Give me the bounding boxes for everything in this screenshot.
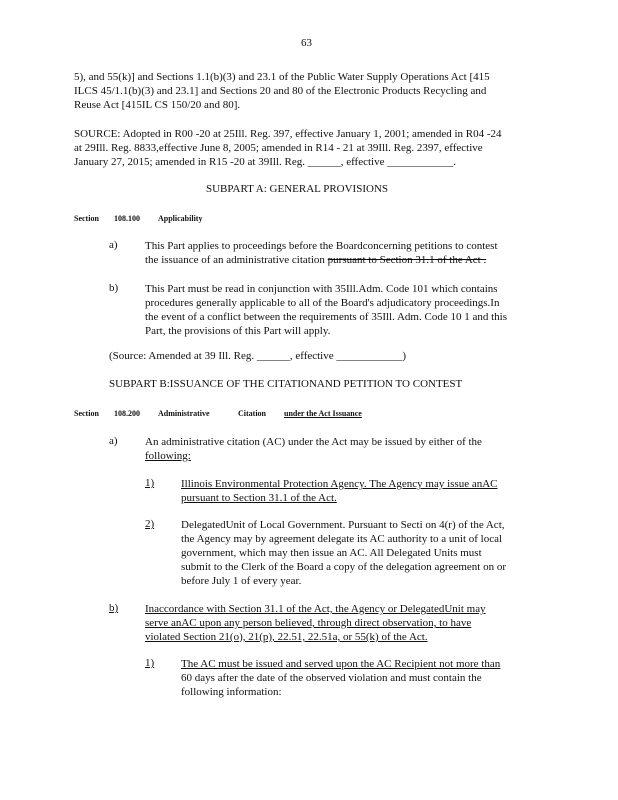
text-line: DelegatedUnit of Local Government. Pursuant to Secti on 4(r) of the Act, [181, 519, 505, 531]
section-100-a-label: a) [109, 239, 118, 251]
section-200-a1-label: 1) [145, 477, 155, 489]
section-200-a1-text [181, 477, 536, 505]
text-line: before July 1 of every year. [181, 575, 302, 587]
section-200-b-label: b) [109, 602, 119, 614]
section-200-a2-text [181, 518, 536, 588]
intro-line: Reuse Act [415IL CS 150/20 and 80]. [74, 99, 241, 111]
source-line: SOURCE: Adopted in R00 -20 at 25Ill. Reg. 397, effective January 1, 2001; amended in R04 -24 [74, 128, 502, 140]
text-line: the Agency may by agreement delegate its AC authority to a unit of local [181, 533, 503, 545]
text-line [145, 449, 535, 463]
inserted-text: following: [145, 450, 191, 462]
text-line: Inaccordance with Section 31.1 of the Act, the Agency or DelegatedUnit may [145, 603, 486, 615]
page-number: 63 [301, 37, 312, 49]
section-100-title: Applicability [158, 214, 203, 223]
text-line: violated Section 21(o), 21(p), 22.51, 22.51a, or 55(k) of the Act. [145, 631, 428, 643]
text-line: submit to the Clerk of the Board a copy of the delegation agreement on or [181, 561, 507, 573]
section-200-b1-text [181, 657, 536, 699]
section-200-a-label: a) [109, 435, 118, 447]
text-line [145, 253, 535, 267]
subpart-b-heading: SUBPART B:ISSUANCE OF THE CITATIONAND PETITION TO CONTEST [109, 378, 463, 390]
section-200-title-2: Citation [238, 409, 266, 418]
intro-paragraph [74, 70, 524, 112]
source-note: (Source: Amended at 39 Ill. Reg. ______, effective ____________) [109, 350, 407, 362]
text-line: An administrative citation (AC) under the Act may be issued by either of the [145, 436, 482, 448]
section-200-b-text [145, 602, 535, 644]
subpart-a-heading: SUBPART A: GENERAL PROVISIONS [206, 183, 388, 195]
source-line: January 27, 2015; amended in R15 -20 at 39Ill. Reg. ______, effective ____________. [74, 156, 456, 168]
section-200-a2-label: 2) [145, 518, 155, 530]
section-200-a-text [145, 435, 535, 463]
section-200-label: Section [74, 409, 99, 418]
intro-line: ILCS 45/1.1(b)(3) and 23.1] and Sections 20 and 80 of the Electronic Products Recycling and [74, 85, 487, 97]
text-line: pursuant to Section 31.1 of the Act. [181, 492, 337, 504]
section-100-b-label: b) [109, 282, 119, 294]
section-200-number: 108.200 [114, 409, 140, 418]
text-line: 60 days after the date of the observed violation and must contain the [181, 672, 482, 684]
section-100-b-text [145, 282, 535, 338]
section-200-title-1: Administrative [158, 409, 210, 418]
struck-text: pursuant to Section 31.1 of the Act . [327, 254, 487, 266]
section-100-number: 108.100 [114, 214, 140, 223]
text-line: government, which may then issue an AC. All Delegated Units must [181, 547, 482, 559]
text-line: The AC must be issued and served upon the AC Recipient not more than [181, 658, 501, 670]
section-100-a-text [145, 239, 535, 267]
section-200-b1-label: 1) [145, 657, 155, 669]
text-line: procedures generally applicable to all of the Board's adjudicatory proceedings.In [145, 297, 500, 309]
text-line: Illinois Environmental Protection Agency. The Agency may issue anAC [181, 478, 498, 490]
source-paragraph [74, 127, 524, 169]
text-line: serve anAC upon any person believed, through direct observation, to have [145, 617, 472, 629]
text-line: This Part must be read in conjunction with 35Ill.Adm. Code 101 which contains [145, 283, 498, 295]
intro-line: 5), and 55(k)] and Sections 1.1(b)(3) and 23.1 of the Public Water Supply Operations Act [415 [74, 71, 490, 83]
text-line: Part, the provisions of this Part will apply. [145, 325, 331, 337]
plain-text: the issuance of an administrative citation [145, 254, 328, 266]
text-line: following information: [181, 686, 282, 698]
source-line: at 29Ill. Reg. 8833,effective June 8, 2005; amended in R14 - 21 at 39Ill. Reg. 2397, effective [74, 142, 483, 154]
text-line: the event of a conflict between the requirements of 35Ill. Adm. Code 10 1 and this [145, 311, 507, 323]
text-line: This Part applies to proceedings before the Boardconcerning petitions to contest [145, 240, 498, 252]
section-200-title-inserted: under the Act Issuance [284, 409, 362, 418]
section-100-label: Section [74, 214, 99, 223]
